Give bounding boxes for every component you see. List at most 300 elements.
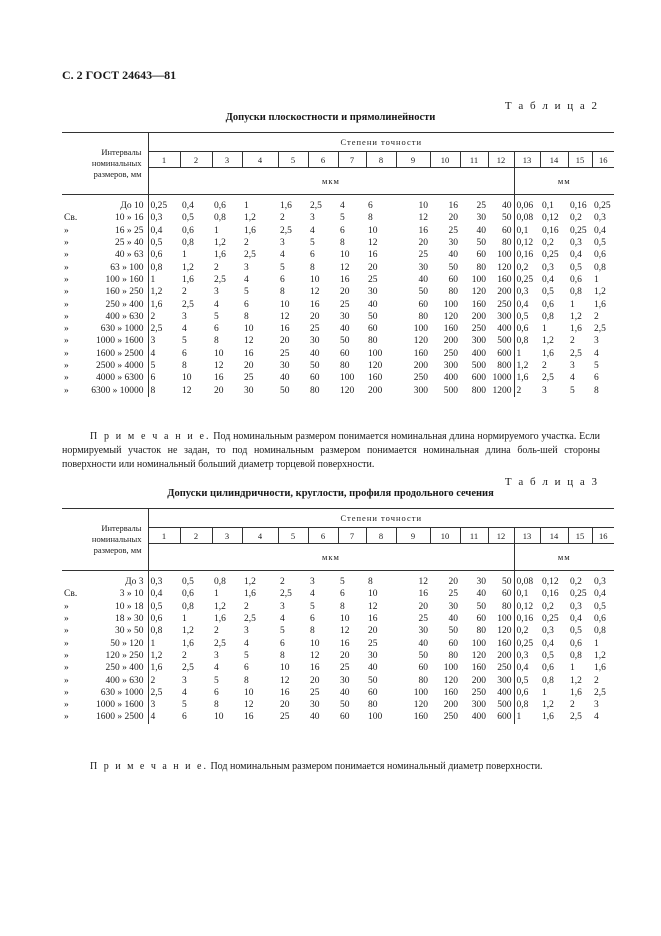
tolerance-value: 2 [150,311,156,322]
tolerance-value: 0,2 [542,238,554,249]
tolerance-value: 250 [443,348,458,359]
tolerance-value: 1 [514,348,540,360]
tolerance-value: 16 [340,274,350,285]
tolerance-value: 160 [471,299,486,310]
interval-label: 2500 » 4000 [96,361,144,371]
tolerance-value: 0,8 [594,626,606,637]
tolerance-value: 25 [448,589,458,600]
tolerance-value: 0,8 [594,262,606,273]
tolerance-value: 10 [214,712,224,723]
tolerance-value: 16 [340,638,350,649]
interval-prefix: » [64,663,69,674]
tolerance-value: 25 [418,614,428,625]
tolerance-value: 50 [418,650,428,661]
tolerance-value: 50 [418,287,428,298]
tolerance-value: 400 [471,712,486,723]
tolerance-value: 500 [497,700,512,711]
table-row [62,372,614,384]
interval-cell [62,298,148,310]
tolerance-value: 2,5 [594,324,606,335]
tolerance-value: 8 [244,311,249,322]
tolerance-value: 0,6 [514,687,540,699]
tolerance-value: 10 [280,663,290,674]
tolerance-value: 60 [476,614,486,625]
tolerance-value: 60 [502,225,512,236]
tolerance-value: 0,16 [514,249,540,261]
tolerance-value: 2 [570,336,575,347]
tolerance-value: 50 [476,238,486,249]
interval-label: 4000 » 6300 [96,373,144,384]
tolerance-value: 12 [214,361,224,371]
tolerance-value: 300 [413,385,428,396]
tolerance-value: 0,25 [542,250,559,261]
table2-note-text: Под номинальным размером понимается номинальная длина нормируемого участка. Если нормируемый участок не задан, то под номинальным размером понимается номинальная длина боль-шей стороны поверхности или номинальный больший диаметр торцевой поверхности. [62,431,600,470]
tolerance-value: 6 [368,201,373,212]
interval-cell [62,360,148,372]
tolerance-value: 2,5 [214,638,226,649]
interval-prefix: Св. [64,589,78,600]
tolerance-value: 4 [310,589,315,600]
tolerance-value: 0,25 [514,274,540,286]
tolerance-value: 0,2 [514,261,540,273]
interval-prefix: » [64,311,69,322]
degree-number: 9 [396,152,430,168]
interval-cell [62,225,148,237]
interval-label: 40 » 63 [115,250,144,261]
tolerance-value: 0,2 [570,577,582,588]
tolerance-value: 2 [594,675,599,686]
tolerance-value: 12 [182,385,192,396]
tolerance-value: 120 [443,675,458,686]
tolerance-value: 1 [150,638,156,649]
tolerance-value: 25 [244,373,254,384]
interval-label: 250 » 400 [105,299,144,310]
interval-cell [62,311,148,323]
degree-number: 15 [568,152,592,168]
degree-number: 16 [592,152,614,168]
tolerance-value: 0,12 [542,213,559,224]
tolerance-value: 6 [244,663,249,674]
tolerance-value: 1,6 [244,225,256,236]
tolerance-value: 200 [413,361,428,371]
tolerance-value: 0,3 [514,650,540,662]
tolerance-value: 0,4 [514,298,540,310]
tolerance-value: 0,8 [150,262,163,273]
tolerance-value: 20 [214,385,224,396]
tolerance-value: 2 [280,577,285,588]
tolerance-value: 0,5 [514,674,540,686]
interval-label: 1600 » 2500 [96,348,144,359]
tolerance-value: 1,6 [150,299,163,310]
tolerance-value: 100 [340,373,355,384]
tolerance-value: 4 [150,348,156,359]
tolerance-value: 80 [418,311,428,322]
tolerance-value: 25 [476,201,486,212]
table-row [62,261,614,273]
tolerance-value: 160 [443,324,458,335]
table-row [62,601,614,613]
tolerance-value: 80 [418,675,428,686]
tolerance-value: 4 [182,324,187,335]
tolerance-value: 2 [570,700,575,711]
tolerance-value: 40 [340,687,350,698]
tolerance-value: 300 [443,361,458,371]
interval-label: 50 » 120 [110,638,144,649]
tolerance-value: 3 [280,601,285,612]
intervals-header-line: размеров, мм [93,169,142,179]
table-row [62,637,614,649]
tolerance-value: 30 [368,287,378,298]
tolerance-value: 4 [280,250,285,261]
interval-cell [62,372,148,384]
tolerance-value: 5 [340,213,345,224]
tolerance-value: 20 [340,650,350,661]
tolerance-value: 20 [310,311,320,322]
tolerance-value: 400 [497,687,512,698]
tolerance-value: 80 [476,626,486,637]
tolerance-value: 1,6 [182,274,194,285]
tolerance-value: 0,16 [570,201,587,212]
table-row [62,237,614,249]
interval-prefix: » [64,638,69,649]
table-row [62,650,614,662]
tolerance-value: 80 [368,700,378,711]
tolerance-value: 10 [310,274,320,285]
tolerance-value: 1 [514,711,540,723]
tolerance-value: 300 [497,311,512,322]
tolerance-value: 20 [340,287,350,298]
tolerance-value: 5 [244,287,249,298]
tolerance-value: 1,6 [594,299,606,310]
table-row [62,200,614,212]
tolerance-value: 1,2 [542,700,554,711]
tolerance-value: 1,6 [570,687,582,698]
tolerance-value: 12 [340,626,350,637]
tolerance-value: 1,2 [214,601,226,612]
tolerance-value: 16 [310,663,320,674]
interval-label: 160 » 250 [105,287,144,298]
tolerance-value: 3 [570,361,575,371]
degree-number: 1 [148,152,180,168]
tolerance-value: 25 [310,324,320,335]
tolerance-value: 0,3 [542,262,554,273]
tolerance-value: 8 [310,626,315,637]
header-row [62,133,614,152]
tolerance-value: 0,12 [542,577,559,588]
interval-prefix: » [64,238,69,249]
tolerance-value: 40 [368,299,378,310]
interval-prefix: » [64,650,69,661]
tolerance-value: 6 [310,250,315,261]
tolerance-value: 4 [594,348,599,359]
tolerance-value: 100 [497,614,512,625]
interval-prefix: » [64,324,69,335]
tolerance-value: 800 [497,361,512,371]
tolerance-value: 8 [340,601,345,612]
tolerance-value: 20 [368,626,378,637]
tolerance-value: 50 [310,361,320,371]
page-header: С. 2 ГОСТ 24643—81 [62,68,177,82]
tolerance-value: 8 [244,675,249,686]
interval-prefix: » [64,336,69,347]
interval-cell [62,286,148,298]
degree-number: 3 [212,528,242,544]
degree-number: 8 [366,528,396,544]
tolerance-value: 250 [443,712,458,723]
tolerance-value: 3 [244,626,249,637]
tolerance-value: 2 [150,675,156,686]
tolerance-value: 100 [471,638,486,649]
tolerance-value: 16 [368,250,378,261]
tolerance-value: 4 [214,299,219,310]
table-row [62,274,614,286]
tolerance-value: 1,6 [244,589,256,600]
tolerance-value: 0,4 [594,589,606,600]
tolerance-value: 30 [280,361,290,371]
tolerance-value: 200 [443,700,458,711]
interval-prefix: » [64,262,69,273]
tolerance-value: 8 [340,238,345,249]
tolerance-value: 0,1 [514,588,540,600]
tolerance-value: 2,5 [280,225,292,236]
tolerance-value: 12 [310,650,320,661]
tolerance-value: 100 [368,348,383,359]
tolerance-value: 8 [280,650,285,661]
interval-label: 16 » 25 [115,225,144,236]
degree-number: 3 [212,152,242,168]
tolerance-value: 80 [502,601,512,612]
tolerance-value: 16 [214,373,224,384]
tolerance-value: 25 [368,638,378,649]
tolerance-value: 20 [448,213,458,224]
tolerance-value: 120 [497,262,512,273]
tolerance-value: 300 [471,700,486,711]
table2-note [62,430,600,472]
tolerance-value: 0,5 [542,650,554,661]
tolerance-value: 4 [214,663,219,674]
tolerance-value: 10 [340,250,350,261]
tolerance-value: 8 [150,385,156,396]
tolerance-value: 0,8 [214,213,226,224]
tolerance-value: 20 [280,336,290,347]
tolerance-value: 160 [368,373,383,384]
tolerance-value: 3 [542,385,547,396]
interval-label: 630 » 1000 [100,324,144,335]
degrees-label: Степени точности [148,133,614,152]
tolerance-value: 5 [214,311,219,322]
unit-mm: мм [514,168,614,195]
degree-number: 6 [308,528,338,544]
tolerance-value: 10 [340,614,350,625]
interval-prefix: » [64,299,69,310]
interval-prefix: » [64,225,69,236]
tolerance-value: 2,5 [182,663,194,674]
tolerance-value: 4 [182,687,187,698]
interval-label: 1000 » 1600 [96,700,144,711]
tolerance-value: 600 [497,712,512,723]
tolerance-value: 40 [476,589,486,600]
tolerance-value: 3 [280,238,285,249]
tolerance-value: 1,2 [570,675,582,686]
tolerance-value: 0,16 [542,589,559,600]
tolerance-value: 250 [497,663,512,674]
table-row [62,323,614,335]
tolerance-value: 20 [280,700,290,711]
interval-label: До 3 [125,577,144,588]
tolerance-value: 25 [280,712,290,723]
tolerance-value: 6 [340,589,345,600]
tolerance-value: 3 [182,311,187,322]
table-row [62,674,614,686]
tolerance-value: 1 [594,274,599,285]
tolerance-value: 2,5 [244,614,256,625]
tolerance-value: 100 [443,299,458,310]
tolerance-value: 30 [448,601,458,612]
tolerance-value: 300 [497,675,512,686]
tolerance-value: 50 [476,601,486,612]
tolerance-value: 4 [244,638,249,649]
tolerance-value: 0,8 [570,287,582,298]
tolerance-value: 3 [182,675,187,686]
interval-prefix: » [64,626,69,637]
interval-cell [62,687,148,699]
tolerance-value: 120 [443,311,458,322]
tolerance-value: 0,5 [570,262,582,273]
tolerance-value: 1,2 [514,360,540,372]
tolerance-value: 0,2 [570,213,582,224]
tolerance-value: 12 [280,311,290,322]
interval-label: 1600 » 2500 [96,712,144,723]
degree-number: 10 [430,528,460,544]
tolerance-value: 25 [448,225,458,236]
interval-cell [62,601,148,613]
tolerance-value: 100 [497,250,512,261]
tolerance-value: 80 [448,287,458,298]
table3-note [62,760,600,774]
tolerance-value: 16 [244,348,254,359]
tolerance-value: 0,6 [182,589,194,600]
tolerance-value: 0,5 [594,601,606,612]
tolerance-value: 0,8 [182,601,194,612]
intervals-header-line: номинальных [91,158,142,168]
tolerance-value: 1 [214,589,219,600]
interval-cell [62,274,148,286]
degrees-label: Степени точности [148,509,614,528]
tolerance-value: 20 [418,238,428,249]
tolerance-value: 4 [594,712,599,723]
interval-prefix: » [64,274,69,285]
tolerance-value: 0,8 [514,699,540,711]
degree-number: 13 [514,152,540,168]
degree-number: 4 [242,152,278,168]
degree-number: 12 [488,528,514,544]
tolerance-value: 0,5 [150,238,163,249]
tolerance-value: 0,06 [514,200,540,212]
tolerance-value: 0,3 [594,577,606,588]
tolerance-value: 160 [413,712,428,723]
tolerance-value: 250 [471,324,486,335]
tolerance-value: 2,5 [244,250,256,261]
tolerance-value: 0,3 [570,238,582,249]
table-row [62,360,614,372]
tolerance-value: 10 [214,348,224,359]
table-row [62,711,614,723]
tolerance-value: 60 [368,324,378,335]
tolerance-value: 1 [244,201,249,212]
tolerance-value: 10 [310,638,320,649]
interval-cell [62,613,148,625]
degree-number: 16 [592,528,614,544]
tolerance-value: 2,5 [542,373,554,384]
degree-number: 6 [308,152,338,168]
tolerance-value: 1 [570,299,575,310]
interval-label: 25 » 40 [115,238,144,249]
tolerance-value: 0,8 [570,650,582,661]
table-row [62,335,614,347]
tolerance-value: 120 [413,336,428,347]
tolerance-value: 1200 [492,385,512,396]
interval-prefix: » [64,348,69,359]
tolerance-value: 2,5 [150,324,163,335]
tolerance-value: 16 [418,589,428,600]
tolerance-value: 30 [448,238,458,249]
tolerance-value: 4 [570,373,575,384]
interval-cell [62,699,148,711]
tolerance-value: 0,8 [514,335,540,347]
table-row [62,625,614,637]
tolerance-value: 60 [340,712,350,723]
tolerance-value: 2 [214,626,219,637]
tolerance-value: 60 [502,589,512,600]
tolerance-value: 2,5 [570,348,582,359]
degree-number: 2 [180,528,212,544]
tolerance-value: 0,25 [570,589,587,600]
tolerance-value: 1,6 [280,201,292,212]
degree-number: 14 [540,152,568,168]
tolerance-value: 8 [214,336,219,347]
tolerance-value: 25 [340,663,350,674]
tolerance-value: 0,25 [594,201,611,212]
tolerance-value: 0,8 [150,626,163,637]
tolerance-value: 10 [244,687,254,698]
tolerance-value: 8 [368,213,373,224]
tolerance-value: 0,5 [182,213,194,224]
tolerance-value: 5 [244,650,249,661]
interval-label: 630 » 1000 [100,687,144,698]
tolerance-value: 0,16 [542,225,559,236]
tolerance-value: 12 [368,601,378,612]
tolerance-value: 6 [340,225,345,236]
tolerance-value: 0,3 [514,286,540,298]
tolerance-value: 0,4 [570,614,582,625]
interval-label: 30 » 50 [115,626,144,637]
interval-cell [62,237,148,249]
tolerance-value: 120 [471,287,486,298]
tolerance-value: 0,6 [594,614,606,625]
tolerance-value: 50 [448,262,458,273]
tolerance-value: 2 [182,287,187,298]
tolerance-value: 0,3 [594,213,606,224]
tolerance-value: 60 [448,274,458,285]
interval-label: 250 » 400 [105,663,144,674]
tolerance-value: 0,4 [594,225,606,236]
table2 [62,132,614,397]
tolerance-value: 30 [310,336,320,347]
degree-number: 7 [338,528,366,544]
tolerance-value: 0,25 [150,201,168,212]
tolerance-value: 30 [244,385,254,396]
interval-label: 10 » 16 [115,213,144,224]
